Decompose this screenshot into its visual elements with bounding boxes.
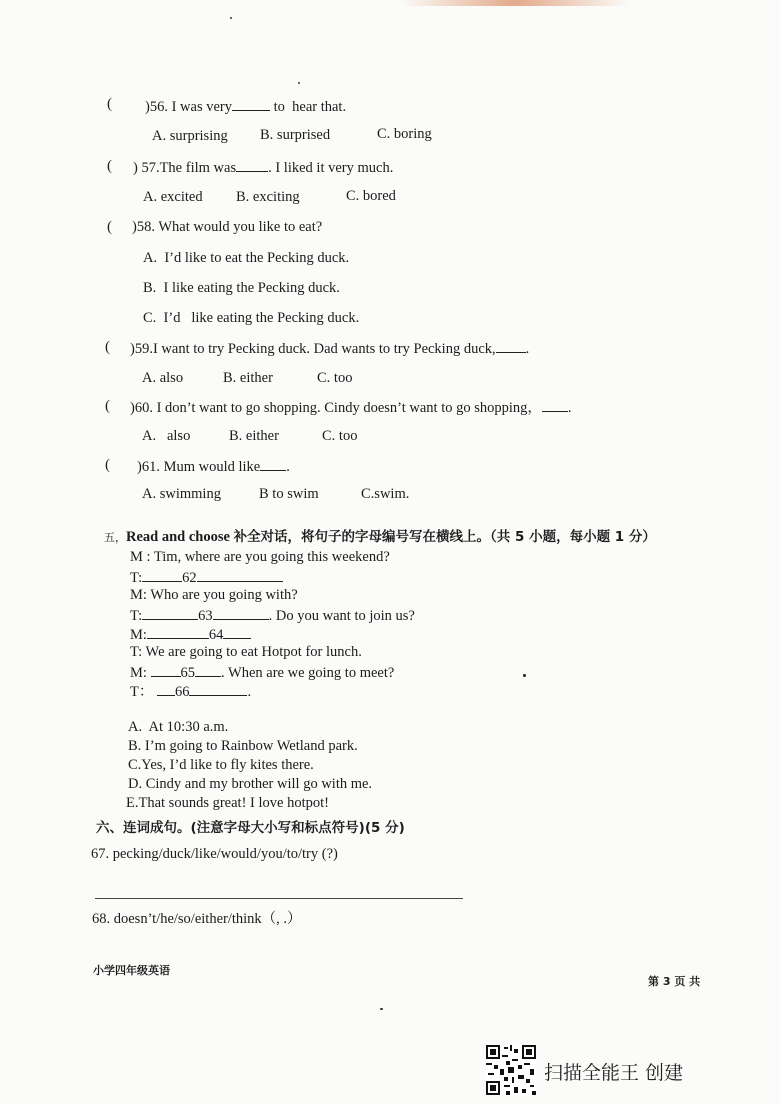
choice-a: A. At 10:30 a.m. xyxy=(128,719,229,735)
question-60: )60. I don’t want to go shopping. Cindy doesn’t want to go shopping， . xyxy=(130,397,572,417)
option-56-c: C. boring xyxy=(377,126,432,142)
question-58: )58. What would you like to eat? xyxy=(132,219,323,235)
scan-edge-artifact xyxy=(400,0,630,6)
answer-line-67 xyxy=(95,898,463,899)
dialogue-line-5: M: 64 xyxy=(130,624,251,644)
choice-b: B. I’m going to Rainbow Wetland park. xyxy=(128,738,358,754)
scanner-watermark: 扫描全能王 创建 xyxy=(544,1062,684,1084)
answer-paren: ( xyxy=(105,339,110,355)
dialogue-line-2: T: 62 xyxy=(130,567,283,587)
scan-speck xyxy=(523,674,526,677)
answer-paren: ( xyxy=(105,457,110,473)
choice-c: C.Yes, I’d like to fly kites there. xyxy=(128,757,314,773)
answer-paren: ( xyxy=(107,219,112,235)
option-56-a: A. surprising xyxy=(152,128,228,144)
answer-paren: ( xyxy=(107,96,112,112)
question-57: ) 57.The film was . I liked it very much. xyxy=(133,157,393,177)
option-60-c: C. too xyxy=(322,428,358,444)
qr-code-icon xyxy=(486,1045,536,1095)
option-58-b: B. I like eating the Pecking duck. xyxy=(143,280,340,296)
scan-speck xyxy=(298,82,300,84)
option-58-c: C. I’d like eating the Pecking duck. xyxy=(143,310,360,326)
dialogue-line-7: M: 65 . When are we going to meet? xyxy=(130,662,394,682)
dialogue-line-4: T: 63 . Do you want to join us? xyxy=(130,605,415,625)
option-61-b: B to swim xyxy=(259,486,319,502)
question-67: 67. pecking/duck/like/would/you/to/try (?) xyxy=(91,846,338,862)
footer-page-number: 第 3 页 共 xyxy=(648,975,701,988)
option-59-c: C. too xyxy=(317,370,353,386)
dialogue-line-8: T： 66 . xyxy=(130,681,251,701)
choice-e: E.That sounds great! I love hotpot! xyxy=(126,795,329,811)
answer-paren: ( xyxy=(107,158,112,174)
option-58-a: A. I’d like to eat the Pecking duck. xyxy=(143,250,350,266)
question-68: 68. doesn’t/he/so/either/think（, .） xyxy=(92,911,302,927)
question-59: )59.I want to try Pecking duck. Dad wants to try Pecking duck, . xyxy=(130,338,529,358)
scan-speck xyxy=(230,17,232,19)
answer-paren: ( xyxy=(105,398,110,414)
choice-d: D. Cindy and my brother will go with me. xyxy=(128,776,373,792)
option-61-c: C.swim. xyxy=(361,486,410,502)
dialogue-line-3: M: Who are you going with? xyxy=(130,587,298,603)
option-61-a: A. swimming xyxy=(142,486,221,502)
dialogue-line-6: T: We are going to eat Hotpot for lunch. xyxy=(130,644,362,660)
footer-subject: 小学四年级英语 xyxy=(93,964,170,977)
dialogue-line-1: M : Tim, where are you going this weekend? xyxy=(130,549,390,565)
option-57-c: C. bored xyxy=(346,188,396,204)
option-57-a: A. excited xyxy=(143,189,203,205)
option-59-b: B. either xyxy=(223,370,273,386)
question-56: )56. I was very to hear that. xyxy=(145,96,346,116)
option-59-a: A. also xyxy=(142,370,184,386)
option-60-b: B. either xyxy=(229,428,279,444)
question-61: )61. Mum would like . xyxy=(137,456,290,476)
option-56-b: B. surprised xyxy=(260,127,331,143)
section-6-heading: 六、连词成句。(注意字母大小写和标点符号)(5 分) xyxy=(96,820,405,836)
section-5-heading: 五，Read and choose 补全对话，将句子的字母编号写在横线上。（共 5 小题，每小题 1 分） xyxy=(104,529,656,545)
option-57-b: B. exciting xyxy=(236,189,300,205)
option-60-a: A. also xyxy=(142,428,191,444)
scan-speck xyxy=(380,1008,383,1010)
